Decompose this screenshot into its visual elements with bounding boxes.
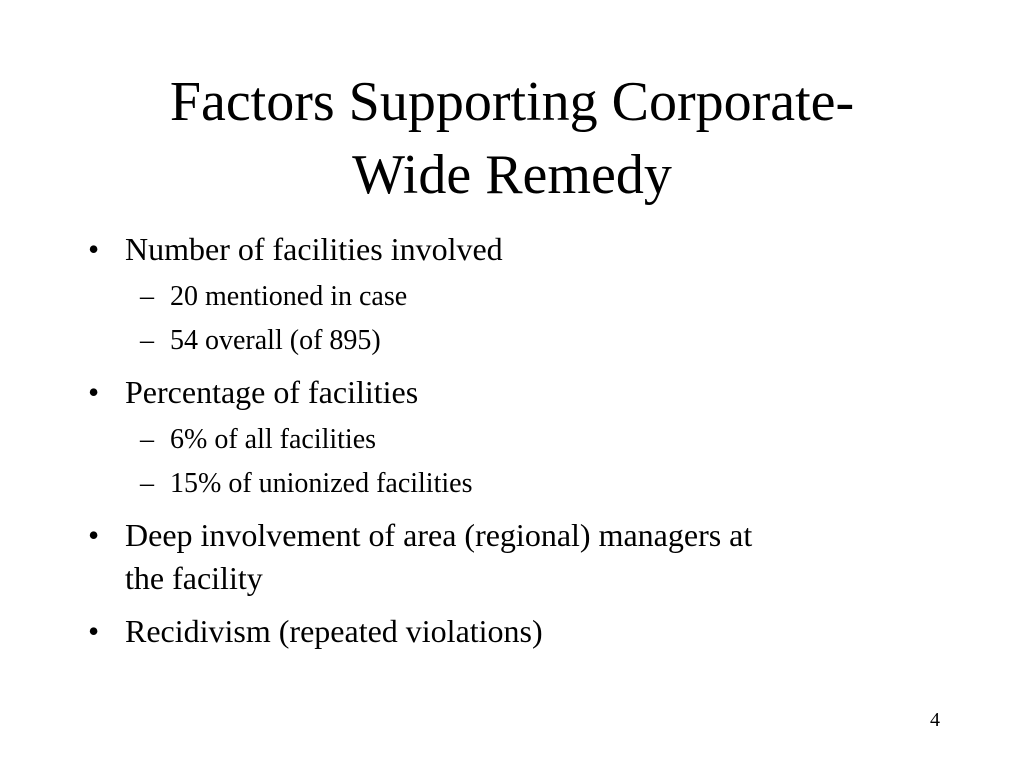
bullet-text: Recidivism (repeated violations) bbox=[125, 613, 543, 649]
sub-bullet-marker: – bbox=[140, 281, 154, 312]
bullet-marker: • bbox=[88, 231, 100, 267]
page-number: 4 bbox=[930, 709, 940, 731]
sub-bullet-marker: – bbox=[140, 325, 154, 356]
sub-item-text: 6% of all facilities bbox=[170, 424, 377, 455]
slide-title-line-1: Factors Supporting Corporate- bbox=[169, 71, 855, 133]
sub-bullet-marker: – bbox=[140, 468, 154, 499]
slide-title-line-2: Wide Remedy bbox=[352, 144, 672, 206]
bullet-marker: • bbox=[88, 613, 100, 649]
bullet-marker: • bbox=[88, 374, 100, 410]
bullet-text: Number of facilities involved bbox=[125, 231, 503, 267]
bullet-text-line-2: the facility bbox=[125, 560, 263, 596]
sub-item-text: 15% of unionized facilities bbox=[170, 468, 473, 499]
bullet-marker: • bbox=[88, 517, 100, 553]
sub-item-text: 54 overall (of 895) bbox=[170, 325, 381, 356]
bullet-text: Percentage of facilities bbox=[125, 374, 419, 410]
slide-title bbox=[60, 66, 964, 212]
sub-bullet-marker: – bbox=[140, 424, 154, 455]
sub-item-text: 20 mentioned in case bbox=[170, 281, 408, 312]
bullet-text-line-1: Deep involvement of area (regional) managers at bbox=[125, 517, 753, 553]
